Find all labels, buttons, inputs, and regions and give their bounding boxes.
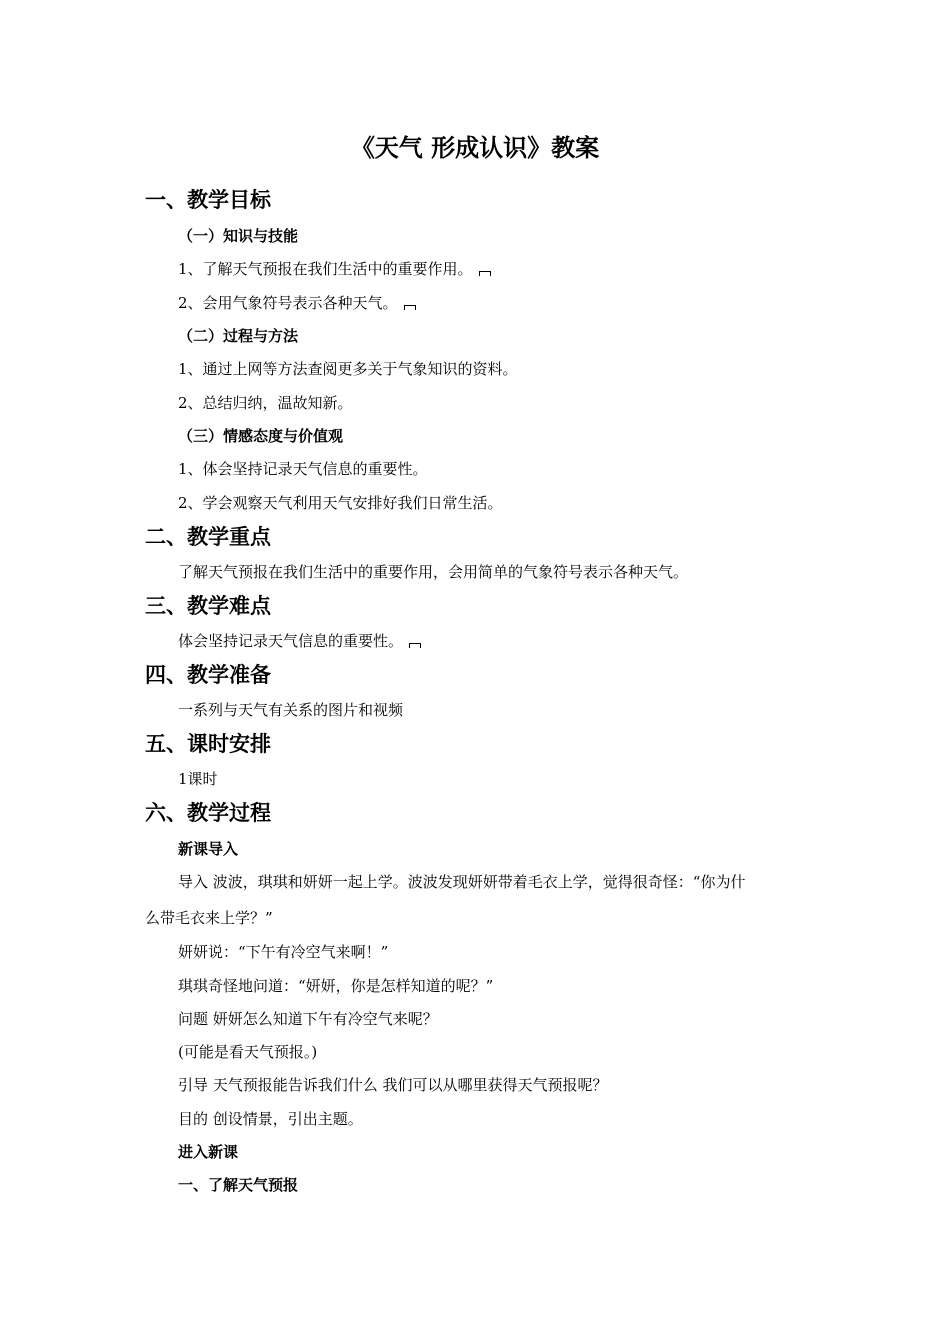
subheading-knowledge: （一）知识与技能 <box>178 227 299 245</box>
document-title: 《天气 形成认识》教案 <box>350 133 600 162</box>
heading-schedule: 五、课时安排 <box>145 732 271 756</box>
subheading-new-lesson: 进入新课 <box>178 1143 239 1161</box>
edit-mark-icon <box>479 271 491 276</box>
paragraph-line: 妍妍说：“下午有冷空气来啊！” <box>178 943 389 961</box>
goal-item: 1、体会坚持记录天气信息的重要性。 <box>178 460 428 478</box>
heading-goals: 一、教学目标 <box>145 188 271 212</box>
difficulty-text: 体会坚持记录天气信息的重要性。 <box>178 634 421 649</box>
schedule-text: 1课时 <box>178 770 218 788</box>
paragraph-line: 目的 创设情景，引出主题。 <box>178 1110 363 1128</box>
paragraph-line: (可能是看天气预报。) <box>178 1043 318 1061</box>
subheading-intro: 新课导入 <box>178 840 239 858</box>
subheading-attitude: （三）情感态度与价值观 <box>178 427 344 445</box>
goal-item: 2、学会观察天气利用天气安排好我们日常生活。 <box>178 494 503 512</box>
goal-item: 1、了解天气预报在我们生活中的重要作用。 <box>178 262 491 277</box>
subheading-process: （二）过程与方法 <box>178 327 299 345</box>
subheading-part1: 一、了解天气预报 <box>178 1176 299 1194</box>
paragraph-line: 导入 波波，琪琪和妍妍一起上学。波波发现妍妍带着毛衣上学，觉得很奇怪：“你为什 <box>178 873 746 891</box>
heading-difficulty: 三、教学难点 <box>145 594 271 618</box>
edit-mark-icon <box>409 643 421 648</box>
paragraph-line: 么带毛衣来上学？” <box>145 909 273 927</box>
goal-item: 1、通过上网等方法查阅更多关于气象知识的资料。 <box>178 360 518 378</box>
edit-mark-icon <box>404 305 416 310</box>
paragraph-line: 问题 妍妍怎么知道下午有冷空气来呢？ <box>178 1010 438 1028</box>
preparation-text: 一系列与天气有关系的图片和视频 <box>178 701 404 719</box>
goal-item: 2、总结归纳，温故知新。 <box>178 394 353 412</box>
key-points-text: 了解天气预报在我们生活中的重要作用，会用简单的气象符号表示各种天气。 <box>178 563 689 581</box>
paragraph-line: 引导 天气预报能告诉我们什么 我们可以从哪里获得天气预报呢？ <box>178 1076 608 1094</box>
paragraph-line: 琪琪奇怪地问道：“妍妍，你是怎样知道的呢？” <box>178 977 494 995</box>
heading-preparation: 四、教学准备 <box>145 663 271 687</box>
heading-key-points: 二、教学重点 <box>145 525 271 549</box>
heading-process: 六、教学过程 <box>145 801 271 825</box>
goal-item: 2、会用气象符号表示各种天气。 <box>178 296 416 311</box>
